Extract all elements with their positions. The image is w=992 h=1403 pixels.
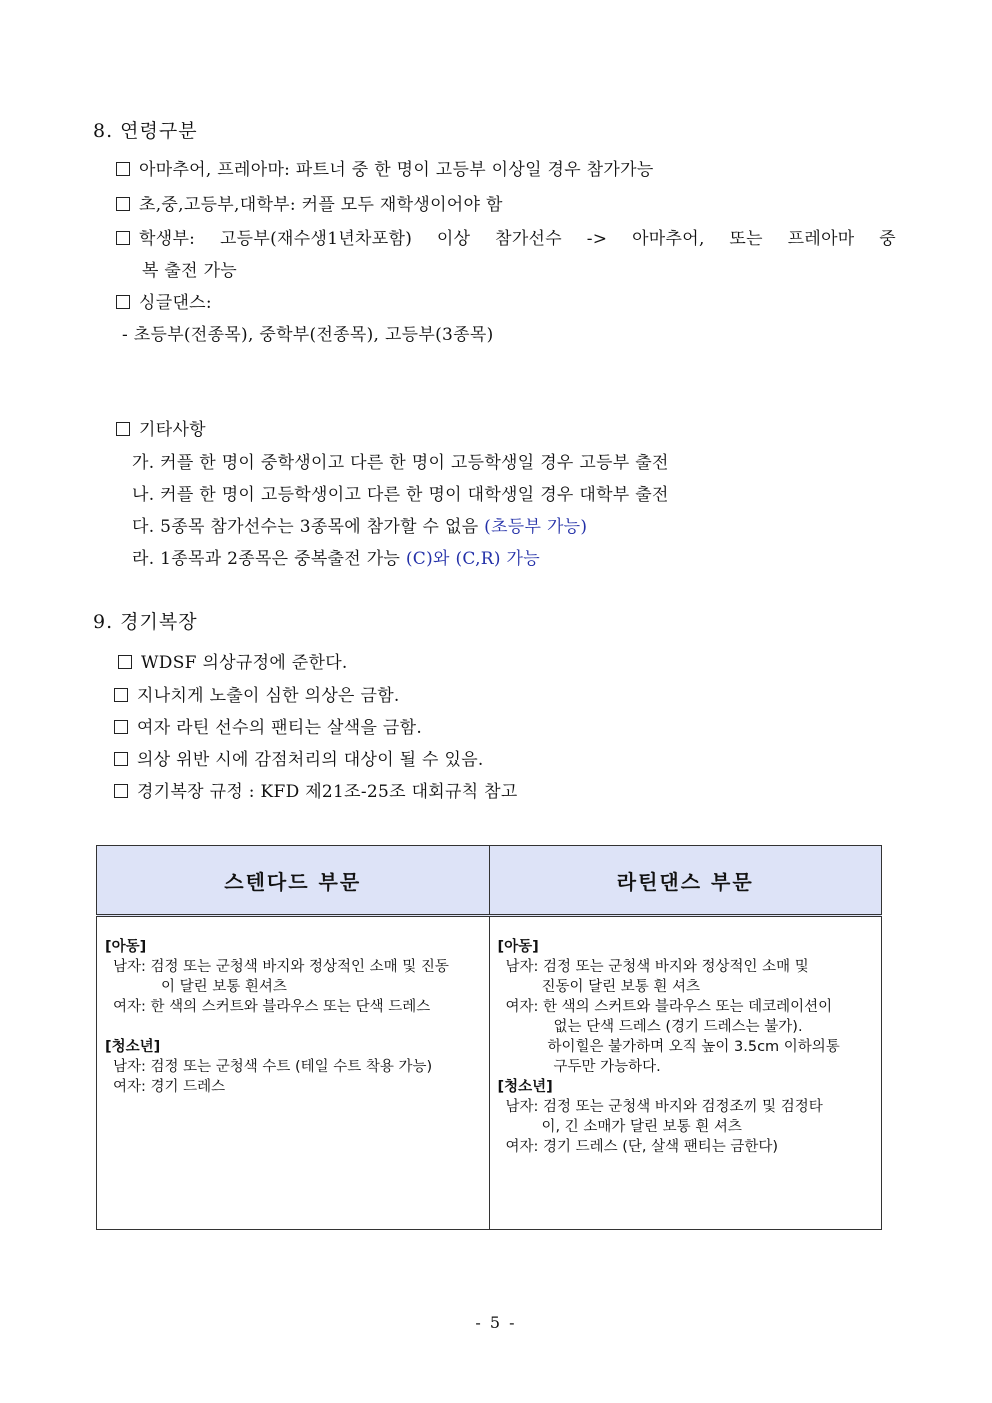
checkbox-square-icon	[116, 295, 130, 309]
age-item-student: 학생부: 고등부(재수생1년차포함) 이상 참가선수 -> 아마추어, 또는 프레아마 중	[116, 224, 896, 249]
checkbox-square-icon	[118, 655, 132, 669]
checkbox-square-icon	[114, 720, 128, 734]
latin-youth-male: 남자: 검정 또는 군청색 바지와 검정조끼 및 검정타	[505, 1099, 823, 1115]
latin-kids-label: [아동]	[497, 939, 539, 955]
standard-header: 스텐다드 부문	[97, 846, 490, 916]
table-body-row	[97, 916, 882, 1230]
latin-cell	[489, 916, 882, 1230]
section-8-title: 8. 연령구분	[93, 120, 198, 142]
checkbox-square-icon	[116, 197, 130, 211]
etc-item-ra: 라. 1종목과 2종목은 중복출전 가능 (C)와 (C,R) 가능	[132, 549, 540, 569]
dress-item-wdsf: WDSF 의상규정에 준한다.	[118, 648, 348, 673]
standard-kids-male: 남자: 검정 또는 군청색 바지와 정상적인 소매 및 진동	[113, 959, 449, 975]
latin-youth-label: [청소년]	[497, 1079, 553, 1095]
checkbox-square-icon	[114, 688, 128, 702]
latin-kids-female-cont1: 없는 단색 드레스 (경기 드레스는 불가).	[553, 1019, 803, 1035]
standard-kids-label: [아동]	[105, 939, 147, 955]
age-item-student-cont: 복 출전 가능	[142, 261, 238, 281]
checkbox-square-icon	[116, 422, 130, 436]
checkbox-square-icon	[116, 162, 130, 176]
standard-youth-male: 남자: 검정 또는 군청색 수트 (테일 수트 착용 가능)	[113, 1059, 433, 1075]
etc-item-ga: 가. 커플 한 명이 중학생이고 다른 한 명이 고등학생일 경우 고등부 출전	[132, 453, 669, 473]
standard-youth-label: [청소년]	[105, 1039, 161, 1055]
standard-kids-female: 여자: 한 색의 스커트와 블라우스 또는 단색 드레스	[113, 999, 431, 1015]
dress-item-latin-color: 여자 라틴 선수의 팬티는 살색을 금함.	[114, 713, 422, 738]
dress-item-rule-ref: 경기복장 규정 : KFD 제21조-25조 대회규칙 참고	[114, 777, 518, 802]
etc-note-ra: (C)와 (C,R) 가능	[405, 549, 540, 569]
latin-kids-male-cont: 진동이 달린 보통 흰 셔츠	[541, 979, 701, 995]
etc-note-da: (초등부 가능)	[484, 517, 588, 537]
checkbox-square-icon	[114, 784, 128, 798]
age-item-amateur: 아마추어, 프레아마: 파트너 중 한 명이 고등부 이상일 경우 참가가능	[116, 155, 654, 180]
page-number: - 5 -	[475, 1313, 517, 1332]
table-header-row	[97, 846, 882, 916]
standard-kids-male-cont: 이 달린 보통 흰셔츠	[161, 979, 287, 995]
latin-header: 라틴댄스 부문	[489, 846, 882, 916]
dress-item-exposure: 지나치게 노출이 심한 의상은 금함.	[114, 681, 400, 706]
latin-kids-male: 남자: 검정 또는 군청색 바지와 정상적인 소매 및	[505, 959, 809, 975]
latin-kids-female-cont3: 구두만 가능하다.	[553, 1059, 661, 1075]
dress-code-table	[96, 845, 882, 1230]
etc-title: 기타사항	[116, 415, 206, 440]
standard-cell	[97, 916, 490, 1230]
age-item-school: 초,중,고등부,대학부: 커플 모두 재학생이어야 함	[116, 190, 503, 215]
checkbox-square-icon	[114, 752, 128, 766]
latin-kids-female-cont2: 하이힐은 불가하며 오직 높이 3.5cm 이하의통	[547, 1039, 840, 1055]
checkbox-square-icon	[116, 231, 130, 245]
etc-item-da: 다. 5종목 참가선수는 3종목에 참가할 수 없음 (초등부 가능)	[132, 517, 588, 537]
latin-youth-male-cont: 이, 긴 소매가 달린 보통 흰 셔츠	[541, 1119, 742, 1135]
latin-youth-female: 여자: 경기 드레스 (단, 살색 팬티는 금한다)	[505, 1139, 779, 1155]
single-dance-detail: - 초등부(전종목), 중학부(전종목), 고등부(3종목)	[122, 325, 494, 345]
age-item-single: 싱글댄스:	[116, 288, 212, 313]
etc-item-na: 나. 커플 한 명이 고등학생이고 다른 한 명이 대학생일 경우 대학부 출전	[132, 485, 669, 505]
dress-item-penalty: 의상 위반 시에 감점처리의 대상이 될 수 있음.	[114, 745, 484, 770]
section-9-title: 9. 경기복장	[93, 611, 198, 633]
standard-youth-female: 여자: 경기 드레스	[113, 1079, 226, 1095]
latin-kids-female: 여자: 한 색의 스커트와 블라우스 또는 데코레이션이	[505, 999, 833, 1015]
